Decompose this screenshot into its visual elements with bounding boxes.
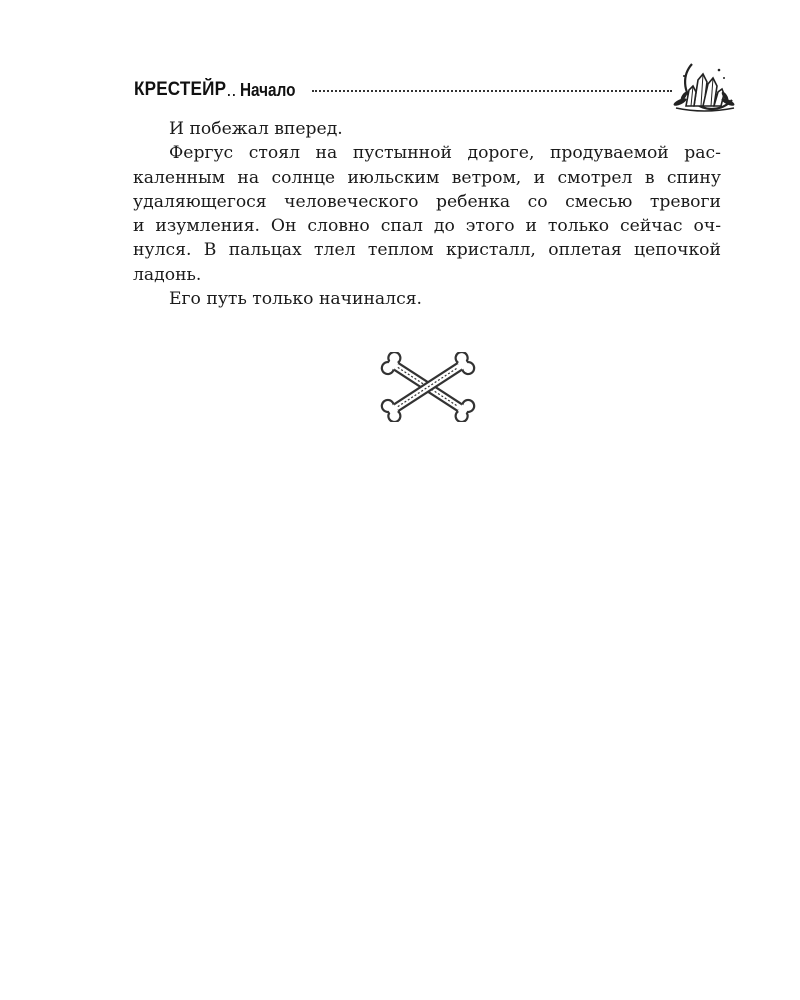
crystal-moon-icon [662,56,742,114]
book-title: КРЕСТЕЙР [134,79,227,100]
body-text [133,117,721,311]
text-line: удаляющегося человеческого ребенка со смесью тревоги [133,191,721,212]
text-line: каленным на солнце июльским ветром, и смотрел в спину [133,167,721,188]
dotted-leader [312,86,672,92]
title-separator: .. [226,79,237,100]
crossed-bones-icon [378,352,478,422]
text-line: и изумления. Он словно спал до этого и только сейчас оч- [133,216,721,237]
text-line: Его путь только начинался. [169,289,423,310]
chapter-title: Начало [240,79,296,100]
text-line: ладонь. [133,264,202,285]
text-line: Фергус стоял на пустынной дороге, продуваемой рас- [169,143,721,164]
text-line: нулся. В пальцах тлел теплом кристалл, оплетая цепочкой [133,240,721,261]
paragraph-2 [133,141,721,287]
paragraph-3 [133,287,721,311]
running-head [134,68,744,112]
text-line: И побежал вперед. [169,119,343,139]
paragraph-1 [133,117,721,141]
